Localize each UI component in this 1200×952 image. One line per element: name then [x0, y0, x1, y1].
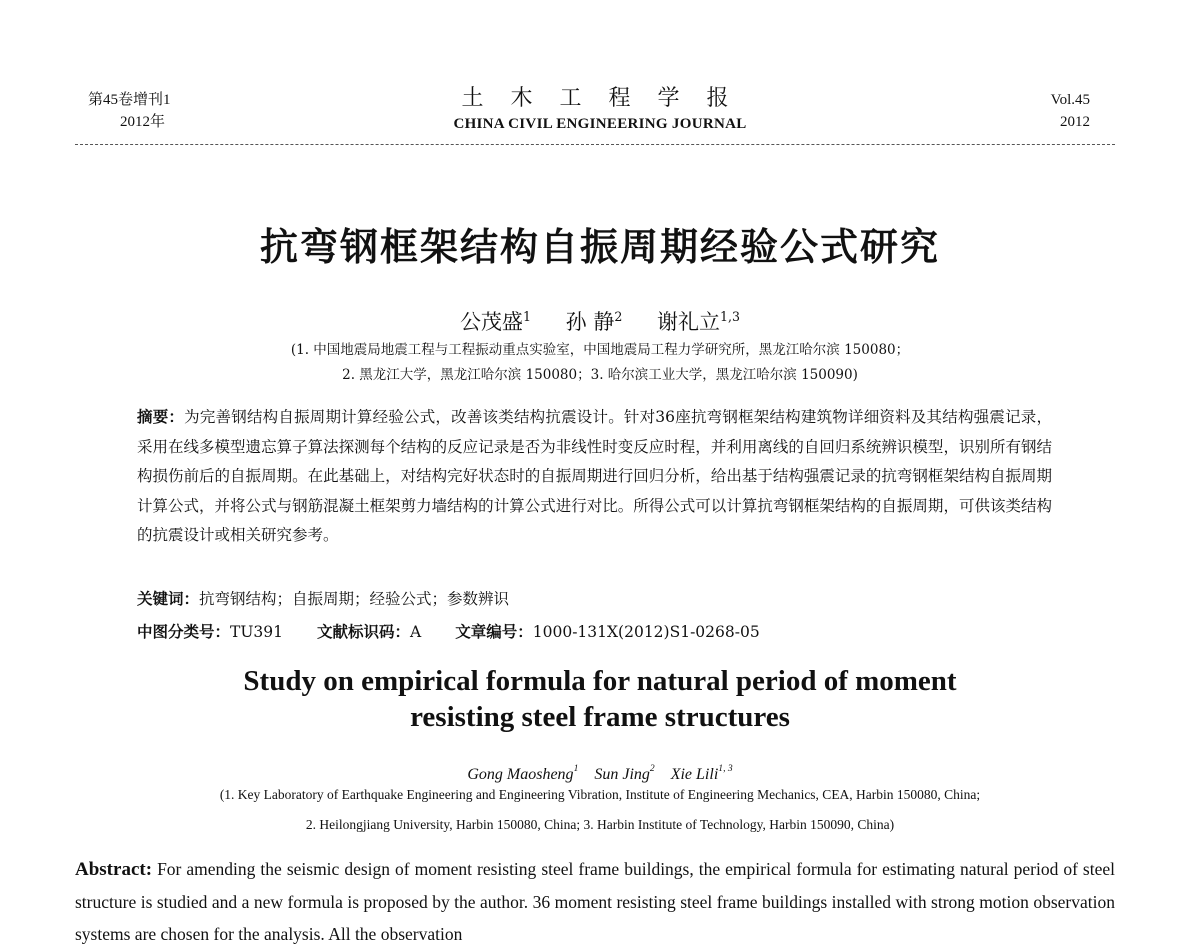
volume-cn: 第45卷增刊1 [88, 92, 171, 108]
classification-line [137, 620, 760, 644]
volume-en: Vol.45 [1050, 92, 1090, 108]
abstract-en-label: Abstract: [75, 859, 153, 880]
affiliations-cn [0, 338, 1200, 388]
abstract-cn-text: 为完善钢结构自振周期计算经验公式，改善该类结构抗震设计。针对36座抗弯钢框架结构建筑物详细资料及其结构强震记录，采用在线多模型遗忘算子算法探测每个结构的反应记录是否为非线性时变反应时程，并利用离线的自回归系统辨识模型，识别所有钢结构损伤前后的自振周期。在此基础上，对结构完好状态时的自振周期进行回归分析，给出基于结构强震记录的抗弯钢框架结构自振周期计算公式，并将公式与钢筋混凝土框架剪力墙结构的计算公式进行对比。所得公式可以计算抗弯钢框架结构的自振周期，可供该类结构的抗震设计或相关研究参考。 [137, 408, 1052, 544]
affiliation-line: (1. Key Laboratory of Earthquake Engineering and Engineering Vibration, Institute of Engineering Mechanics, CEA, Harbin 150080, China; [219, 787, 981, 802]
article-number-label: 文章编号： [455, 623, 533, 641]
author-en: Sun Jing$^2$ [594, 763, 655, 783]
doc-code-label: 文献标识码： [317, 623, 411, 641]
article-number-value: 1000-131X(2012)S1-0268-05 [532, 623, 760, 641]
abstract-cn [137, 403, 1052, 551]
authors-cn [0, 303, 1200, 336]
clc-value: TU391 [230, 623, 284, 641]
author-cn: 孙 静$^2$ [565, 309, 623, 334]
title-en-line: Study on empirical formula for natural period of moment [243, 665, 957, 697]
header-right [1051, 89, 1090, 133]
clc-label: 中图分类号： [137, 623, 231, 641]
affiliation-line: (1. 中国地震局地震工程与工程振动重点实验室，中国地震局工程力学研究所，黑龙江哈尔滨 150080； [290, 342, 910, 358]
abstract-cn-label: 摘要： [137, 408, 185, 426]
affiliation-line: 2. 黑龙江大学，黑龙江哈尔滨 150080；3. 哈尔滨工业大学，黑龙江哈尔滨 150090) [342, 367, 858, 383]
keywords-cn [137, 587, 509, 611]
abstract-en-text: For amending the seismic design of moment resisting steel frame buildings, the empirical formula for estimating natural period of steel structure is studied and a new formula is proposed by the author. 36 moment resisting steel frame buildings installed with strong motion observation systems are chosen for the analysis. All the observation [75, 859, 1115, 944]
journal-title-en: CHINA CIVIL ENGINEERING JOURNAL [453, 116, 747, 132]
header-rule [75, 144, 1115, 145]
author-en: Gong Maosheng$^1$ [467, 763, 579, 783]
title-en-line: resisting steel frame structures [410, 701, 790, 733]
doc-code-value: A [410, 623, 422, 641]
affiliation-line: 2. Heilongjiang University, Harbin 150080, China; 3. Harbin Institute of Technology, Harbin 150090, China) [305, 817, 895, 832]
journal-title-cn: 土 木 工 程 学 报 [461, 86, 739, 111]
paper-title-cn: 抗弯钢框架结构自振周期经验公式研究 [259, 225, 940, 269]
author-en: Xie Lili$^{1, 3}$ [670, 763, 733, 783]
journal-masthead [0, 84, 1200, 134]
year-cn: 2012年 [120, 114, 166, 130]
author-cn: 谢礼立$^{1,3}$ [657, 309, 741, 334]
keywords-label: 关键词： [137, 590, 200, 608]
abstract-en [75, 853, 1115, 950]
keywords-text: 抗弯钢结构；自振周期；经验公式；参数辨识 [199, 590, 510, 608]
year-en: 2012 [1060, 114, 1090, 130]
paper-title-en [0, 663, 1200, 735]
author-cn: 公茂盛$^1$ [459, 309, 531, 334]
affiliations-en [0, 780, 1200, 840]
